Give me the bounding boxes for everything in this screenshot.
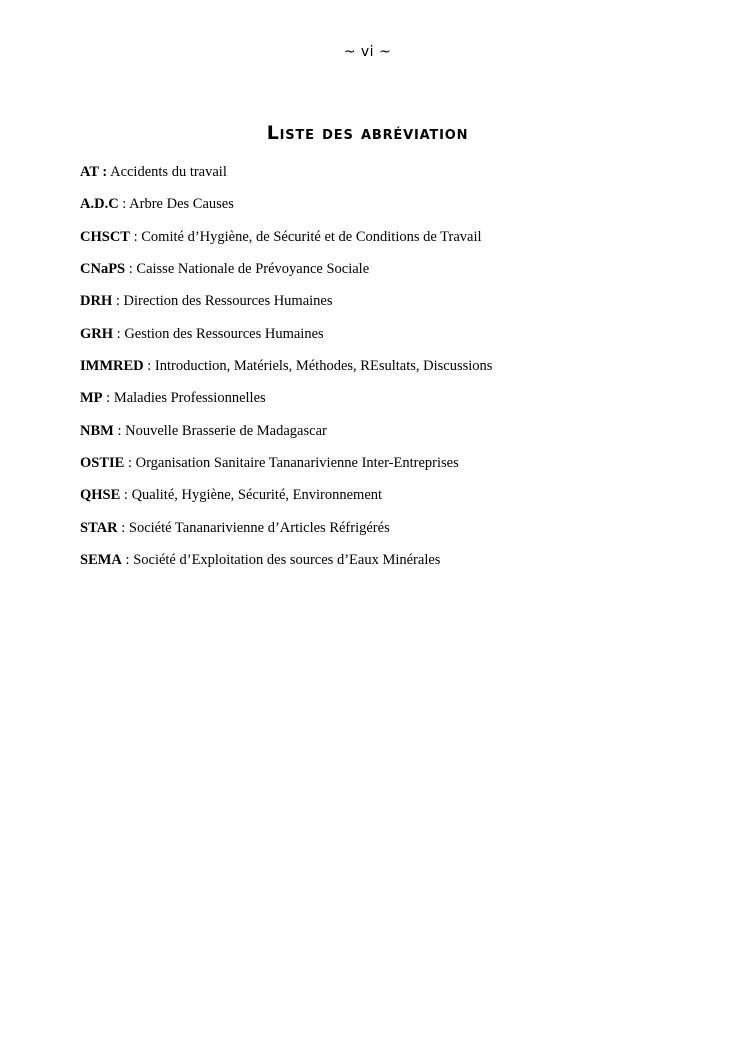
page-title: Liste des abréviation (266, 122, 469, 144)
definition: Société d’Exploitation des sources d’Eaux Minérales (133, 552, 441, 569)
definition: Maladies Professionnelles (113, 390, 266, 407)
abbreviation-entry (80, 326, 700, 358)
separator: : (124, 455, 136, 472)
abbreviation: AT : (80, 164, 108, 180)
abbreviation: GRH (80, 325, 114, 342)
separator: : (120, 487, 132, 504)
separator: : (129, 228, 142, 245)
definition: Arbre Des Causes (129, 196, 234, 213)
abbreviation: MP (80, 390, 103, 407)
definition: Qualité, Hygiène, Sécurité, Environnement (131, 487, 383, 504)
abbreviation-list (80, 164, 700, 584)
abbreviation-entry (80, 487, 700, 519)
abbreviation-entry (80, 196, 700, 228)
separator: : (143, 358, 155, 375)
abbreviation: SEMA (80, 552, 122, 569)
definition: Nouvelle Brasserie de Madagascar (125, 422, 327, 439)
separator: : (112, 293, 124, 310)
separator: : (125, 261, 137, 278)
definition: Organisation Sanitaire Tananarivienne Inter-Entreprises (135, 455, 459, 472)
definition: Accidents du travail (110, 164, 227, 180)
abbreviation-entry (80, 423, 700, 455)
separator: : (102, 390, 114, 407)
definition: Comité d’Hygiène, de Sécurité et de Conditions de Travail (141, 228, 482, 245)
page-number: ~ vi ~ (343, 44, 392, 60)
separator: : (113, 422, 126, 439)
separator: : (117, 519, 129, 536)
separator: : (118, 196, 130, 213)
abbreviation: NBM (80, 422, 114, 439)
abbreviation-entry (80, 552, 700, 584)
abbreviation-entry (80, 164, 700, 196)
abbreviation: CHSCT (80, 228, 130, 245)
definition: Introduction, Matériels, Méthodes, REsultats, Discussions (154, 358, 493, 375)
abbreviation: DRH (80, 293, 113, 310)
separator: : (121, 552, 134, 569)
definition: Direction des Ressources Humaines (123, 293, 333, 310)
abbreviation-entry (80, 390, 700, 422)
abbreviation: STAR (80, 519, 118, 536)
abbreviation: CNaPS (80, 261, 126, 278)
abbreviation: IMMRED (80, 358, 144, 375)
abbreviation-entry (80, 358, 700, 390)
definition: Société Tananarivienne d’Articles Réfrigérés (128, 519, 390, 536)
abbreviation-entry (80, 293, 700, 325)
abbreviation-entry (80, 520, 700, 552)
abbreviation: OSTIE (80, 455, 125, 472)
definition: Caisse Nationale de Prévoyance Sociale (136, 261, 370, 278)
abbreviation-entry (80, 229, 700, 261)
definition: Gestion des Ressources Humaines (124, 325, 324, 342)
abbreviation-entry (80, 261, 700, 293)
abbreviation: QHSE (80, 487, 121, 504)
abbreviation: A.D.C (80, 196, 119, 213)
separator: : (113, 325, 125, 342)
abbreviation-entry (80, 455, 700, 487)
